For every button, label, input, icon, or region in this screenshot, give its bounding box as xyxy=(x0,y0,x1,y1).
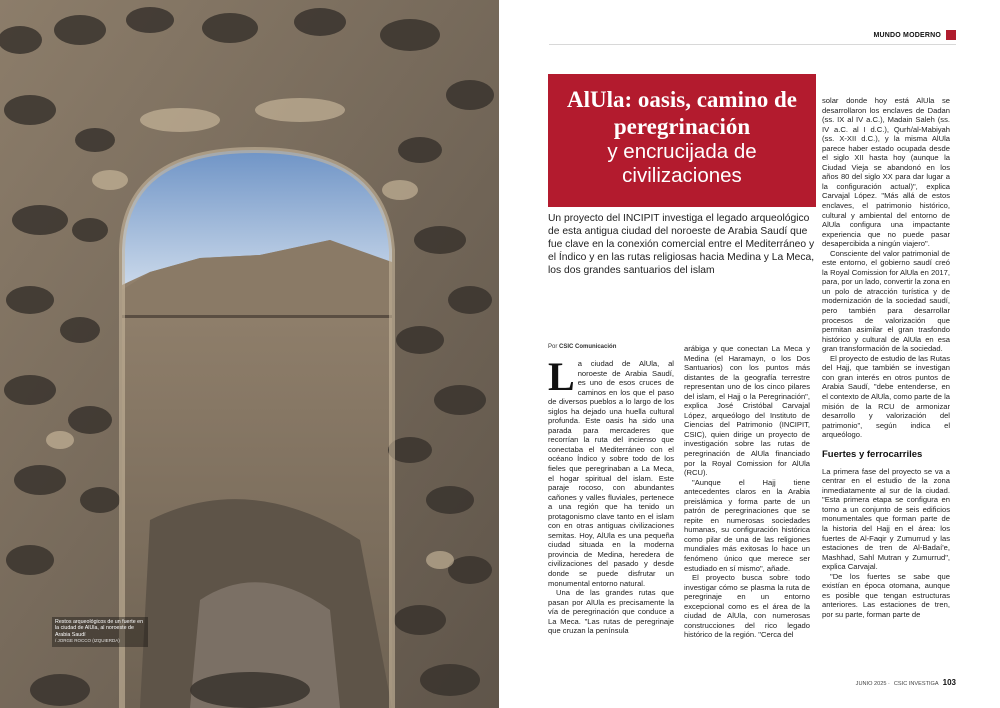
byline-author: CSIC Comunicación xyxy=(559,344,617,350)
title-light: y encrucijada de civilizaciones xyxy=(607,140,757,187)
paragraph: "Aunque el Hajj tiene antecedentes claros en la Arabia preislámica y forma parte de un patrón de peregrinaciones que se repite en numerosas sociedades humanas, su configuración histórica como pilar de una de las religiones mundiales más exitosas lo hace un fenómeno único que merece ser estudiado en sí mismo", añade. xyxy=(684,477,810,573)
page-footer xyxy=(856,678,956,687)
section-tag xyxy=(873,30,956,40)
stone-arch-photo xyxy=(0,0,499,708)
paragraph-text: a ciudad de AlUla, al noroeste de Arabia Saudí, es uno de esos cruces de caminos en los que el paso de diversos pueblos a lo largo de los siglos ha dejado una huella cultural profunda. Este oasis ha sido una parada para mercaderes que recorrían la ruta del incienso que conectaba el Mediterráneo con el océano Índico y sobre todo de los fieles que peregrinaban a La Meca, el hogar spiritual del islam. Este paraje rocoso, con abundantes cañones y valles fluviales, pertenece a una región que ha tenido un protagonismo clave tanto en el islam con en otras antiguas civilizaciones semitas. Hoy, AlUla es una pequeña ciudad situada en la moderna provincia de Medina, heredera de civilizaciones del pasado y desde donde se puede disfrutar un monumental entorno natural. xyxy=(548,359,674,588)
footer-date: JUNIO 2025 · xyxy=(855,681,890,687)
paragraph: Una de las grandes rutas que pasan por AlUla es precisamente la vía de peregrinación que conduce a La Meca. "Las rutas de peregrinaje que cruzan la península xyxy=(548,588,674,636)
article-column-1 xyxy=(548,354,674,636)
section-square-icon xyxy=(946,30,956,40)
page-number: 103 xyxy=(942,678,956,687)
byline-prefix: Por xyxy=(548,344,558,350)
paragraph: El proyecto busca sobre todo investigar cómo se plasma la ruta de peregrinaje en un entorno excepcional como es el área de la ciudad de AlUla, con numerosas construcciones del rico legado histórico de la región. "Cerca del xyxy=(684,573,810,640)
header-rule xyxy=(549,44,956,45)
photo-credit: / JORGE ROCCO (IZQUIERDA) xyxy=(55,638,120,644)
footer-magazine: CSIC INVESTIGA xyxy=(893,681,939,687)
paragraph: La primera fase del proyecto se va a centrar en el estudio de la zona inmediatamente al sur de la ciudad. "Esta primera etapa se configura en torno a un conjunto de seis edificios monumentales que forman parte de la historia del Hajj en el área: los fuertes de Al-Faqir y Zumurrud y las estaciones de tren de Al-Badaí'e, Mashhad, Sahl Mutran y Zumurrud", explica Carvajal. xyxy=(822,466,950,572)
section-label: MUNDO MODERNO xyxy=(873,31,941,39)
paragraph xyxy=(548,354,674,588)
stone-arch-photo-icon xyxy=(0,0,499,708)
paragraph: Consciente del valor patrimonial de este entorno, el gobierno saudí creó la Royal Comission for AlUla en 2017, para, por un lado, convertir la zona en un polo de atracción turística y de modernización de la sociedad saudí, pero también para desarrollar procesos de valorización que permitan asimilar el gran trasfondo histórico y cultural de AlUla en esa gran transformación de la sociedad. xyxy=(822,248,950,354)
title-bold: AlUla: oasis, camino de peregrinación xyxy=(567,87,797,139)
dropcap: L xyxy=(548,354,575,399)
caption-text: Restos arqueológicos de un fuerte en la ciudad de AlUla, al noroeste de Arabia Saudí xyxy=(55,619,144,638)
subheading: Fuertes y ferrocarriles xyxy=(822,448,923,460)
title-box xyxy=(548,74,816,207)
paragraph: El proyecto de estudio de las Rutas del Hajj, que también se investigan con gran interés en otros puntos de Arabia Saudí, "debe entenderse, en el contexto de AlUla, como parte de la misión de la RCU de armonizar desarrollo y valorización del patrimonio", según indica el arqueólogo. xyxy=(822,353,950,440)
photo-caption xyxy=(52,617,148,647)
paragraph: "De los fuertes se sabe que existían en época otomana, aunque es posible que tengan estructuras anteriores. Las estaciones de tren, por su parte, forman parte de xyxy=(822,571,950,619)
byline xyxy=(548,344,616,350)
article-column-3 xyxy=(822,96,950,619)
paragraph: solar donde hoy está AlUla se desarrollaron los enclaves de Dadan (ss. IX al IV a.C.), Madain Saleh (ss. IV a.C. al I d.C.), Qurh/al-Mabiyah (ss. X-XII d.C.), y la misma AlUla parece haber estado ocupada desde el siglo XII hasta hoy (aunque la Ciudad Vieja se abandonó en los años 80 del siglo XX para dar lugar a la configuración actual)", explica Carvajal López. "Más allá de estos enclaves, el patrimonio histórico, cultural y ambiental del entorno de AlUla configura una impactante experiencia que no puede pasar desapercibida a ningún viajero". xyxy=(822,96,950,249)
paragraph: arábiga y que conectan La Meca y Medina (el Haramayn, o los Dos Santuarios) con los puntos más distantes de la geografía terrestre representan uno de los cinco pilares del islam, el Hajj o la Peregrinación", explica José Cristóbal Carvajal López, arqueólogo del Instituto de Ciencias del Patrimonio (INCIPIT, CSIC), quien dirige un proyecto de investigación sobre las rutas de peregrinación de AlUla financiado por la Royal Comission for AlUla (RCU). xyxy=(684,344,810,478)
lead-paragraph: Un proyecto del INCIPIT investiga el legado arqueológico de esta antigua ciudad del noroeste de Arabia Saudí que fue clave en la conexión comercial entre el Mediterráneo y el Índico y en las rutas religiosas hacia Medina y La Meca, los dos grandes santuarios del islam xyxy=(548,213,815,276)
article-column-2 xyxy=(684,344,810,640)
